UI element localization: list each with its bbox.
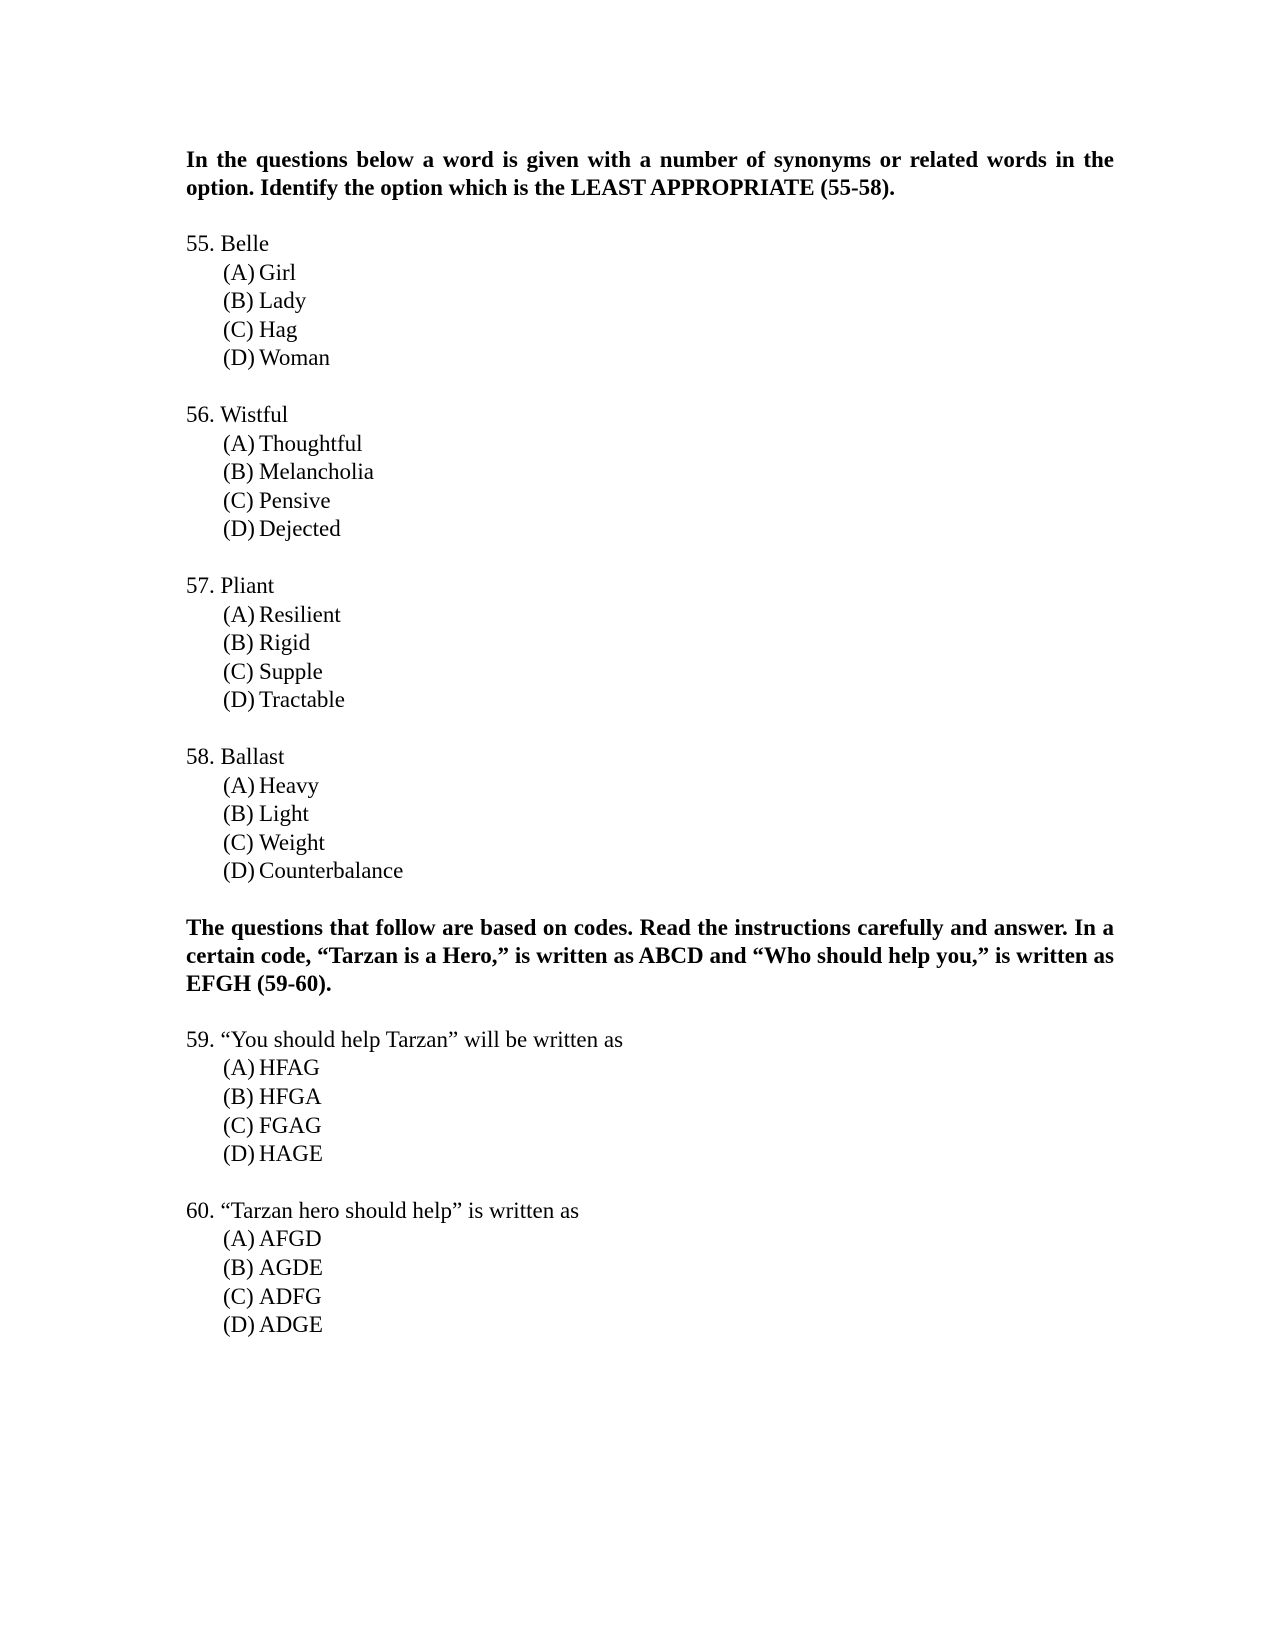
question-stem xyxy=(186,743,1114,772)
option-text: Pensive xyxy=(259,487,331,513)
question-58 xyxy=(186,743,1114,886)
option-text: Rigid xyxy=(259,630,311,656)
option-list xyxy=(186,1225,1114,1339)
option-text: Weight xyxy=(259,829,325,855)
option-text: ADGE xyxy=(259,1312,323,1338)
question-stem xyxy=(186,572,1114,601)
option-text: ADFG xyxy=(259,1283,322,1309)
option-c xyxy=(223,829,1114,858)
option-d xyxy=(223,857,1114,886)
option-a xyxy=(223,1054,1114,1083)
option-letter: (A) xyxy=(223,1226,255,1252)
section-instructions-synonyms: In the questions below a word is given with a number of synonyms or related words in the option. Identify the option which is the LEAST APPROPRIATE (55-58). xyxy=(186,147,1114,200)
question-60 xyxy=(186,1197,1114,1340)
exam-page xyxy=(186,146,1114,1340)
option-a xyxy=(223,430,1114,459)
option-letter: (D) xyxy=(223,858,255,884)
option-letter: (A) xyxy=(223,259,255,285)
option-letter: (A) xyxy=(223,430,255,456)
question-number: 58. xyxy=(186,743,215,769)
option-c xyxy=(223,487,1114,516)
option-c xyxy=(223,316,1114,345)
question-word: Wistful xyxy=(220,401,289,427)
option-text: AFGD xyxy=(259,1226,322,1252)
question-stem xyxy=(186,401,1114,430)
question-59 xyxy=(186,1026,1114,1169)
option-letter: (D) xyxy=(223,1141,255,1167)
option-a xyxy=(223,601,1114,630)
option-a xyxy=(223,772,1114,801)
option-letter: (C) xyxy=(223,316,254,342)
option-letter: (B) xyxy=(223,459,254,485)
option-c xyxy=(223,1283,1114,1312)
question-stem xyxy=(186,230,1114,259)
option-c xyxy=(223,658,1114,687)
option-letter: (A) xyxy=(223,772,255,798)
option-b xyxy=(223,287,1114,316)
option-letter: (B) xyxy=(223,288,254,314)
question-block-codes xyxy=(186,1026,1114,1340)
option-letter: (B) xyxy=(223,1084,254,1110)
option-letter: (B) xyxy=(223,1255,254,1281)
section-instructions-codes: The questions that follow are based on codes. Read the instructions carefully and answer. In a certain code, “Tarzan is a Hero,” is written as ABCD and “Who should help you,” is written as EFGH (59-60). xyxy=(186,914,1114,996)
option-text: Lady xyxy=(259,288,307,314)
option-a xyxy=(223,259,1114,288)
option-letter: (A) xyxy=(223,1055,255,1081)
question-stem xyxy=(186,1026,1114,1055)
option-text: Light xyxy=(259,801,309,827)
question-text: “You should help Tarzan” will be written as xyxy=(220,1026,624,1052)
question-word: Belle xyxy=(220,231,270,256)
option-text: Girl xyxy=(259,259,297,285)
option-d xyxy=(223,1140,1114,1169)
option-letter: (D) xyxy=(223,516,255,542)
question-word: Pliant xyxy=(220,572,275,598)
option-letter: (D) xyxy=(223,1312,255,1338)
option-letter: (C) xyxy=(223,487,254,513)
option-d xyxy=(223,344,1114,373)
option-text: Melancholia xyxy=(259,459,374,485)
option-d xyxy=(223,686,1114,715)
option-b xyxy=(223,1254,1114,1283)
option-list xyxy=(186,430,1114,544)
question-56 xyxy=(186,401,1114,544)
question-stem xyxy=(186,1197,1114,1226)
option-letter: (B) xyxy=(223,630,254,656)
option-letter: (D) xyxy=(223,687,255,713)
option-list xyxy=(186,601,1114,715)
option-text: Woman xyxy=(259,345,330,371)
option-letter: (A) xyxy=(223,601,255,627)
option-c xyxy=(223,1112,1114,1141)
option-d xyxy=(223,515,1114,544)
option-list xyxy=(186,259,1114,373)
option-text: HFGA xyxy=(259,1084,322,1110)
question-word: Ballast xyxy=(220,743,285,769)
option-text: Hag xyxy=(259,316,298,342)
question-55 xyxy=(186,230,1114,373)
question-number: 59. xyxy=(186,1026,215,1052)
option-b xyxy=(223,800,1114,829)
question-number: 60. xyxy=(186,1197,215,1223)
option-text: HFAG xyxy=(259,1055,320,1081)
option-letter: (C) xyxy=(223,829,254,855)
option-text: Resilient xyxy=(259,601,341,627)
option-text: Counterbalance xyxy=(259,858,404,884)
option-text: Heavy xyxy=(259,772,320,798)
option-letter: (D) xyxy=(223,345,255,371)
question-block-synonyms xyxy=(186,230,1114,886)
option-text: AGDE xyxy=(259,1255,323,1281)
option-b xyxy=(223,458,1114,487)
option-text: FGAG xyxy=(259,1112,322,1138)
option-b xyxy=(223,1083,1114,1112)
option-letter: (B) xyxy=(223,801,254,827)
option-b xyxy=(223,629,1114,658)
option-text: HAGE xyxy=(259,1141,323,1167)
option-text: Tractable xyxy=(259,687,346,713)
option-text: Thoughtful xyxy=(259,430,363,456)
question-57 xyxy=(186,572,1114,715)
option-letter: (C) xyxy=(223,658,254,684)
question-number: 56. xyxy=(186,401,215,427)
option-a xyxy=(223,1225,1114,1254)
option-d xyxy=(223,1311,1114,1340)
option-text: Supple xyxy=(259,658,323,684)
option-letter: (C) xyxy=(223,1112,254,1138)
option-letter: (C) xyxy=(223,1283,254,1309)
option-list xyxy=(186,1054,1114,1168)
question-text: “Tarzan hero should help” is written as xyxy=(220,1197,580,1223)
question-number: 55. xyxy=(186,231,215,256)
option-list xyxy=(186,772,1114,886)
option-text: Dejected xyxy=(259,516,341,542)
question-number: 57. xyxy=(186,572,215,598)
